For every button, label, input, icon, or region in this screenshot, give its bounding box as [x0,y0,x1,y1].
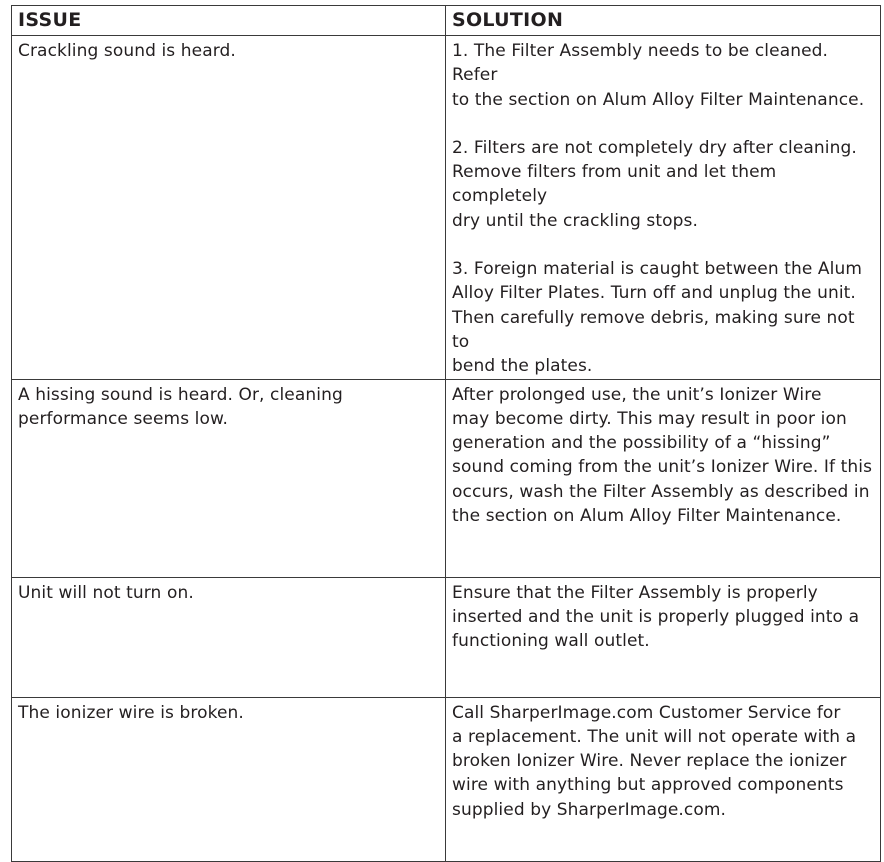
table-row [12,36,881,380]
solution-cell [446,697,881,861]
table-row [12,697,881,861]
solution-cell [446,379,881,577]
issue-cell [12,577,446,697]
troubleshooting-table [11,5,881,862]
solution-step-3: 3. Foreign material is caught between the Alum Alloy Filter Plates. Turn off and unplug the unit. Then carefully remove debris, making sure not to bend the plates. [452,259,862,377]
table-row [12,379,881,577]
solution-step-1: 1. The Filter Assembly needs to be cleaned. Refer to the section on Alum Alloy Filter Maintenance. [452,41,865,110]
issue-text: Crackling sound is heard. [18,41,236,61]
issue-cell [12,697,446,861]
solution-column-header: SOLUTION [446,6,881,36]
solution-cell [446,577,881,697]
issue-text: A hissing sound is heard. Or, cleaning performance seems low. [18,384,343,429]
solution-step-2: 2. Filters are not completely dry after cleaning. Remove filters from unit and let them completely dry until the crackling stops. [452,137,857,231]
solution-text: Ensure that the Filter Assembly is properly inserted and the unit is properly plugged into a functioning wall outlet. [452,582,860,652]
issue-text: Unit will not turn on. [18,582,194,603]
solution-text: After prolonged use, the unit’s Ionizer Wire may become dirty. This may result in poor ion generation and the possibility of a “hissing” sound coming from the unit’s Ionizer Wire. If this occurs, wash the Filter Assembly as described in the section on Alum Alloy Filter Maintenance. [452,384,873,527]
table-row [12,577,881,697]
issue-text: The ionizer wire is broken. [18,702,244,723]
issue-cell [12,379,446,577]
solution-text: Call SharperImage.com Customer Service for a replacement. The unit will not operate with a broken Ionizer Wire. Never replace the ionizer wire with anything but approved components supplied by SharperImage.com. [452,702,857,820]
solution-cell [446,36,881,380]
issue-column-header: ISSUE [12,6,446,36]
issue-cell [12,36,446,380]
table-header-row [12,6,881,36]
